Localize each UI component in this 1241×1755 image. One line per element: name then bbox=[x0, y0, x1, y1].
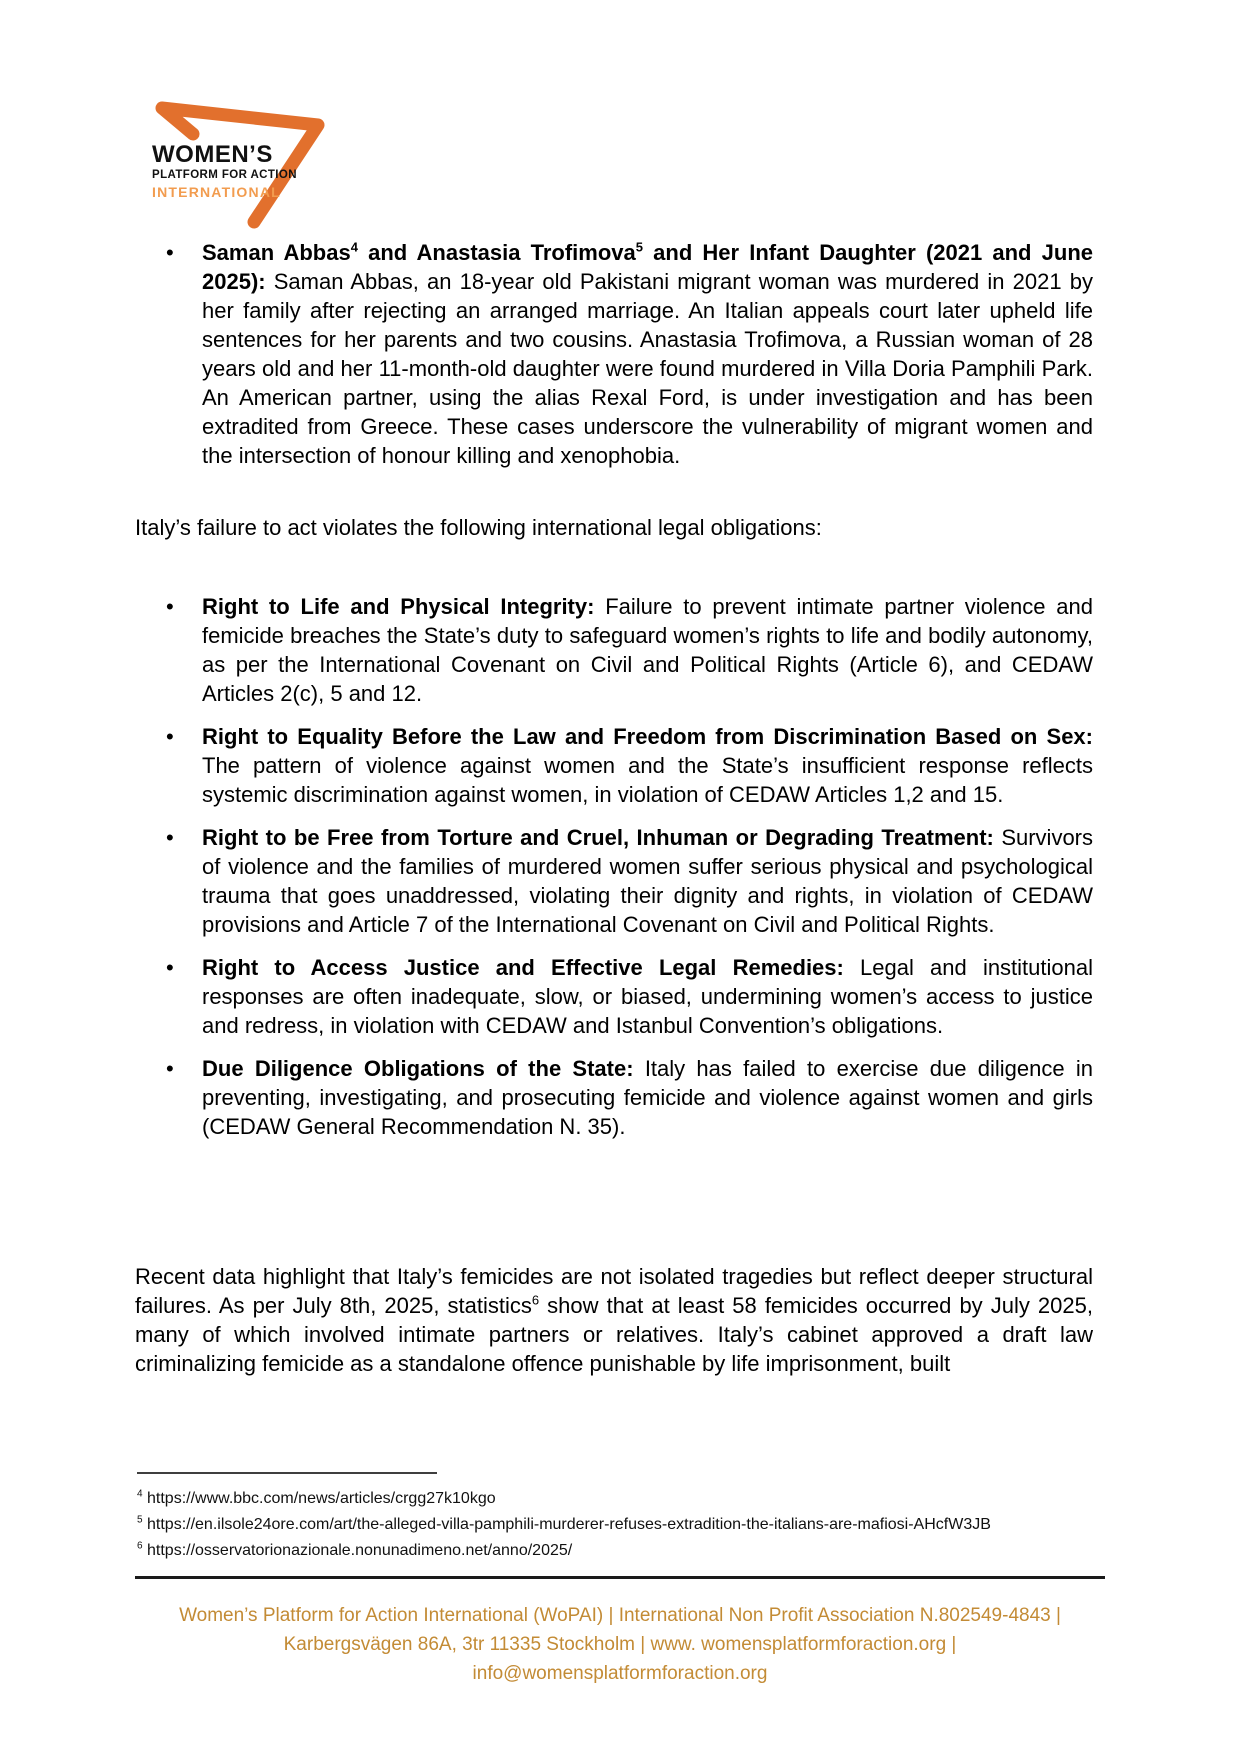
obligation-body: Italy has failed to exercise due diligence in preventing, investigating, and prosecuting femicide and violence against women and girls (CEDAW General Recommendation N. 35). bbox=[202, 1056, 1093, 1139]
footnote-separator bbox=[137, 1472, 437, 1474]
footnote-ref-4: 4 bbox=[350, 239, 358, 255]
footnote-number: 5 bbox=[137, 1514, 143, 1526]
footnote-ref-5: 5 bbox=[635, 239, 643, 255]
case-title-part1: Saman Abbas bbox=[202, 240, 351, 265]
bullet-icon: • bbox=[166, 594, 174, 619]
intro-paragraph: Italy’s failure to act violates the following international legal obligations: bbox=[135, 515, 822, 540]
footnote-url: https://osservatorionazionale.nonunadimeno.net/anno/2025/ bbox=[142, 1542, 573, 1559]
wopai-logo bbox=[146, 92, 346, 237]
footnote-4 bbox=[137, 1486, 1095, 1512]
obligation-body: Failure to prevent intimate partner violence and femicide breaches the State’s duty to safeguard women’s rights to life and bodily autonomy, as per the International Covenant on Civil and Political Rights (Article 6), and CEDAW Articles 2(c), 5 and 12. bbox=[202, 594, 1093, 706]
case-bullet-list bbox=[135, 238, 1093, 470]
footnotes-section bbox=[137, 1486, 1095, 1564]
footnote-number: 6 bbox=[137, 1540, 143, 1552]
logo-title: WOMEN’S bbox=[152, 141, 273, 168]
obligation-body: Legal and institutional responses are often inadequate, slow, or biased, undermining women’s access to justice and redress, in violation with CEDAW and Istanbul Convention’s obligations. bbox=[202, 955, 1094, 1038]
closing-part2: show that at least 58 femicides occurred by July 2025, many of which involved intimate partners or relatives. Italy’s cabinet approved a draft law criminalizing femicide as a standalone offence punishable by life imprisonment, built bbox=[135, 1293, 1093, 1376]
obligation-title: Right to Access Justice and Effective Legal Remedies: bbox=[202, 955, 844, 980]
footnote-url: https://en.ilsole24ore.com/art/the-alleged-villa-pamphili-murderer-refuses-extradition-the-italians-are-mafiosi-AHcfW3JB bbox=[142, 1516, 991, 1533]
obligation-item bbox=[135, 953, 1093, 1040]
footer-line-1: Women’s Platform for Action International (WoPAI) | International Non Profit Association N.802549-4843 | bbox=[179, 1605, 1061, 1626]
obligation-title: Right to Life and Physical Integrity: bbox=[202, 594, 595, 619]
obligations-list bbox=[135, 592, 1093, 1141]
logo-subtitle: PLATFORM FOR ACTION bbox=[152, 169, 297, 181]
obligation-item bbox=[135, 592, 1093, 708]
closing-part1: Recent data highlight that Italy’s femicides are not isolated tragedies but reflect deeper structural failures. As per July 8th, 2025, statistics bbox=[135, 1264, 1093, 1318]
obligation-item bbox=[135, 823, 1093, 939]
case-title-part2: and Anastasia Trofimova bbox=[357, 240, 636, 265]
obligation-body: Survivors of violence and the families of murdered women suffer serious physical and psychological trauma that goes unaddressed, violating their dignity and rights, in violation of CEDAW provisions and Article 7 of the International Covenant on Civil and Political Rights. bbox=[202, 825, 1094, 937]
obligation-title: Due Diligence Obligations of the State: bbox=[202, 1056, 634, 1081]
obligation-body: The pattern of violence against women and the State’s insufficient response reflects systemic discrimination against women, in violation of CEDAW Articles 1,2 and 15. bbox=[202, 753, 1093, 807]
bullet-icon: • bbox=[166, 1056, 174, 1081]
page-footer bbox=[135, 1601, 1105, 1688]
obligation-title: Right to be Free from Torture and Cruel, Inhuman or Degrading Treatment: bbox=[202, 825, 994, 850]
bullet-icon: • bbox=[166, 724, 174, 749]
obligation-item bbox=[135, 722, 1093, 809]
bullet-icon: • bbox=[166, 240, 174, 265]
footnote-number: 4 bbox=[137, 1488, 143, 1500]
footnote-url: https://www.bbc.com/news/articles/crgg27k10kgo bbox=[142, 1490, 496, 1507]
logo-international: INTERNATIONAL bbox=[152, 183, 281, 200]
closing-paragraph bbox=[135, 1262, 1093, 1378]
footnote-ref-6: 6 bbox=[531, 1292, 540, 1308]
case-title-part3: and Her Infant Daughter (2021 and June 2025): bbox=[202, 240, 1093, 294]
bullet-icon: • bbox=[166, 955, 174, 980]
footnote-5 bbox=[137, 1512, 1095, 1538]
footnote-6 bbox=[137, 1538, 1095, 1564]
obligation-item bbox=[135, 1054, 1093, 1141]
footer-rule bbox=[135, 1576, 1105, 1579]
obligations-section bbox=[135, 592, 1093, 1141]
case-section bbox=[135, 238, 1093, 470]
footer-line-2: Karbergsvägen 86A, 3tr 11335 Stockholm | www. womensplatformforaction.org | info@womensplatformforaction.org bbox=[283, 1634, 957, 1684]
bullet-icon: • bbox=[166, 825, 174, 850]
obligation-title: Right to Equality Before the Law and Freedom from Discrimination Based on Sex: bbox=[202, 724, 1093, 749]
logo-text bbox=[152, 143, 297, 199]
case-list-item bbox=[135, 238, 1093, 470]
case-body-text: Saman Abbas, an 18-year old Pakistani migrant woman was murdered in 2021 by her family after rejecting an arranged marriage. An Italian appeals court later upheld life sentences for her parents and two cousins. Anastasia Trofimova, a Russian woman of 28 years old and her 11-month-old daughter were found murdered in Villa Doria Pamphili Park. An American partner, using the alias Rexal Ford, is under investigation and has been extradited from Greece. These cases underscore the vulnerability of migrant women and the intersection of honour killing and xenophobia. bbox=[202, 269, 1093, 468]
